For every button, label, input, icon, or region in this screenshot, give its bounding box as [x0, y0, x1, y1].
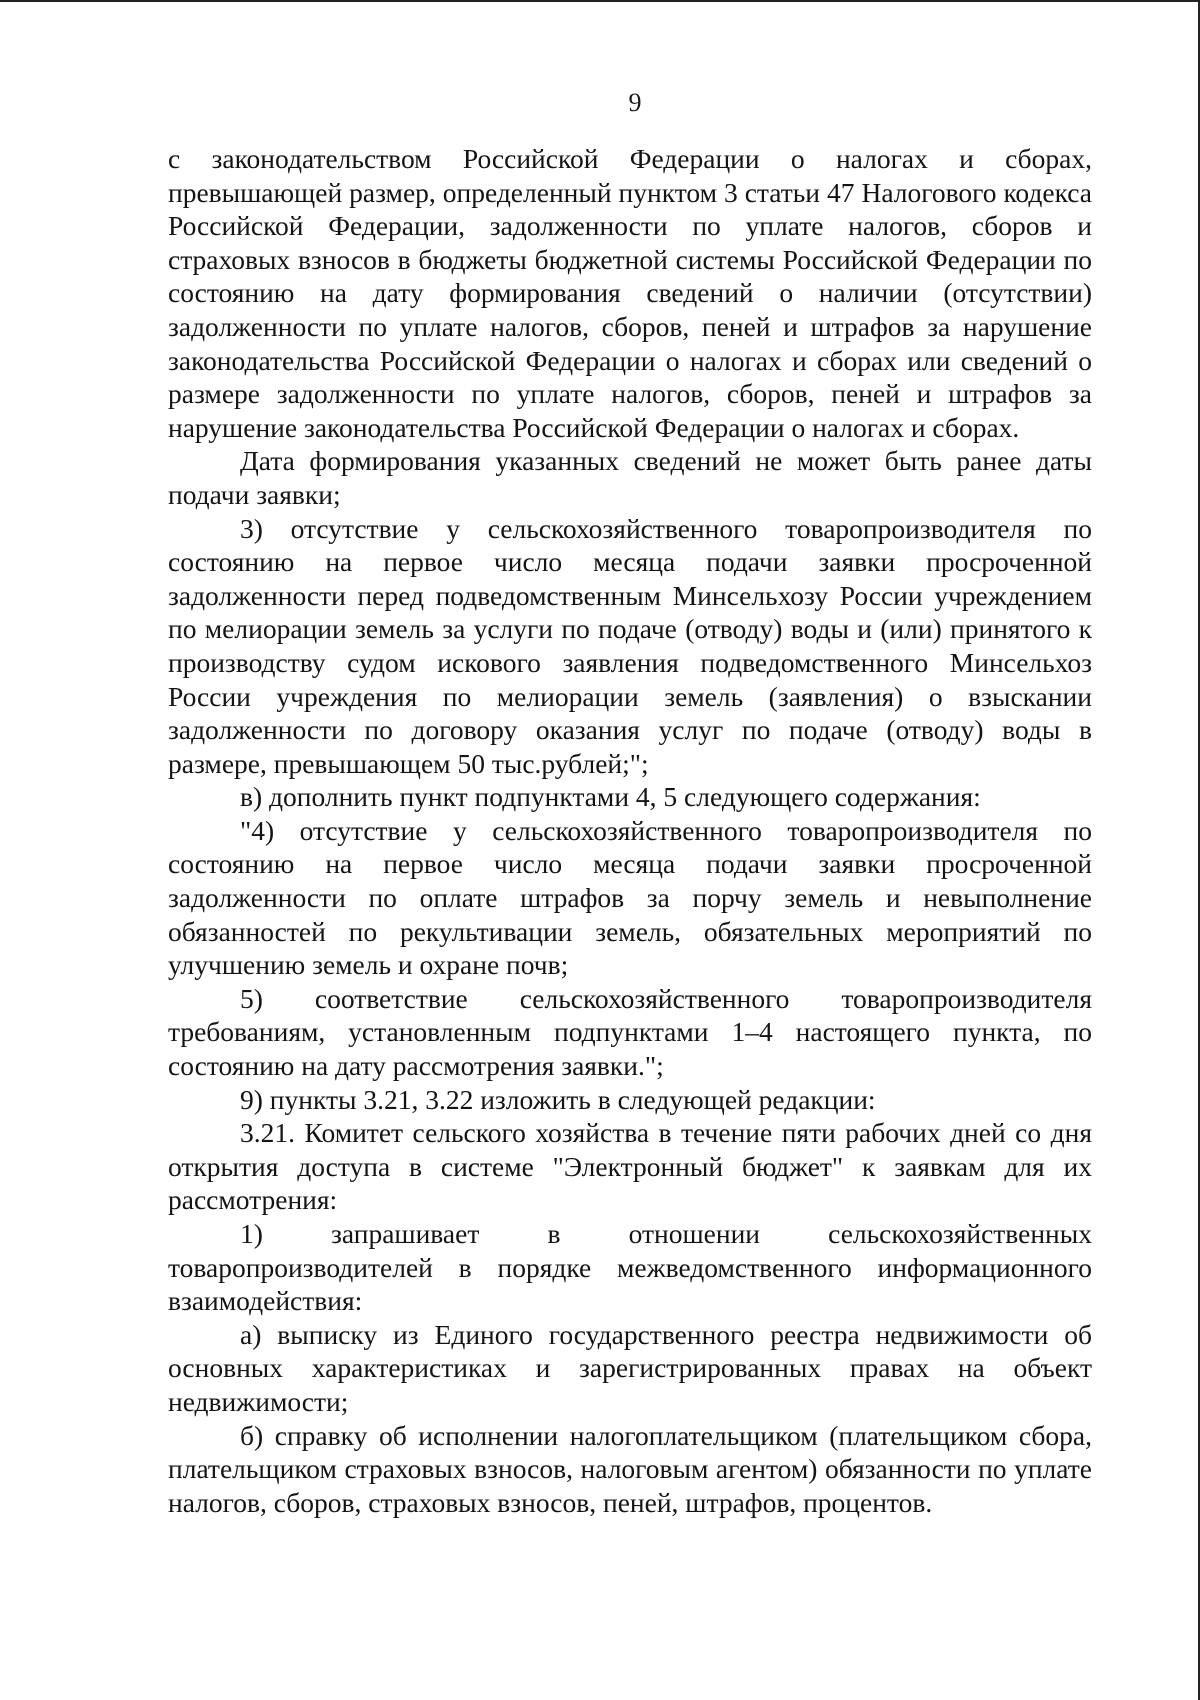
paragraph-subitem-1: 1) запрашивает в отношении сельскохозяйственных товаропроизводителей в порядке межведомственного информационного взаимодействия: [168, 1218, 1092, 1317]
paragraph-item-4: "4) отсутствие у сельскохозяйственного товаропроизводителя по состоянию на первое число месяца подачи заявки просроченной задолженности по оплате штрафов за порчу земель и невыполнение обязанностей по рекультивации земель, обязательных мероприятий по улучшению земель и охране почв; [168, 814, 1092, 981]
paragraph-item-3: 3) отсутствие у сельскохозяйственного товаропроизводителя по состоянию на первое число месяца подачи заявки просроченной задолженности перед подведомственным Минсельхозу России учреждением по мелиорации земель за услуги по подаче (отводу) воды и (или) принятого к производству судом искового заявления подведомственного Минсельхоз России учреждения по мелиорации земель (заявления) о взыскании задолженности по договору оказания услуг по подаче (отводу) воды в размере, превышающем 50 тыс.рублей;"; [168, 512, 1092, 779]
paragraph-amendment-9: 9) пункты 3.21, 3.22 изложить в следующей редакции: [240, 1083, 876, 1115]
paragraph-debt-continuation: с законодательством Российской Федерации о налогах и сборах, превышающей размер, определенный пунктом 3 статьи 47 Налогового кодекса Российской Федерации, задолженности по уплате налогов, сборов и страховых взносов в бюджеты бюджетной системы Российской Федерации по состоянию на дату формирования сведений о наличии (отсутствии) задолженности по уплате налогов, сборов, пеней и штрафов за нарушение законодательства Российской Федерации о налогах и сборах или сведений о размере задолженности по уплате налогов, сборов, пеней и штрафов за нарушение законодательства Российской Федерации о налогах и сборах. [168, 143, 1092, 443]
paragraph-item-5: 5) соответствие сельскохозяйственного товаропроизводителя требованиям, установленным подпунктами 1–4 настоящего пункта, по состоянию на дату рассмотрения заявки."; [168, 982, 1092, 1082]
paragraph-subitem-a: а) выписку из Единого государственного реестра недвижимости об основных характеристиках и зарегистрированных правах на объект недвижимости; [168, 1318, 1092, 1417]
paragraph-amendment-v: в) дополнить пункт подпунктами 4, 5 следующего содержания: [240, 781, 981, 813]
paragraph-subitem-b: б) справку об исполнении налогоплательщиком (плательщиком сбора, плательщиком страховых взносов, налоговым агентом) обязанности по уплате налогов, сборов, страховых взносов, пеней, штрафов, процентов. [168, 1419, 1092, 1518]
paragraph-clause-3-21: 3.21. Комитет сельского хозяйства в течение пяти рабочих дней со дня открытия доступа в системе "Электронный бюджет" к заявкам для их рассмотрения: [168, 1117, 1092, 1216]
document-body [168, 142, 1092, 1519]
page-number: 9 [628, 88, 642, 117]
paragraph-date-note: Дата формирования указанных сведений не может быть ранее даты подачи заявки; [168, 445, 1092, 510]
